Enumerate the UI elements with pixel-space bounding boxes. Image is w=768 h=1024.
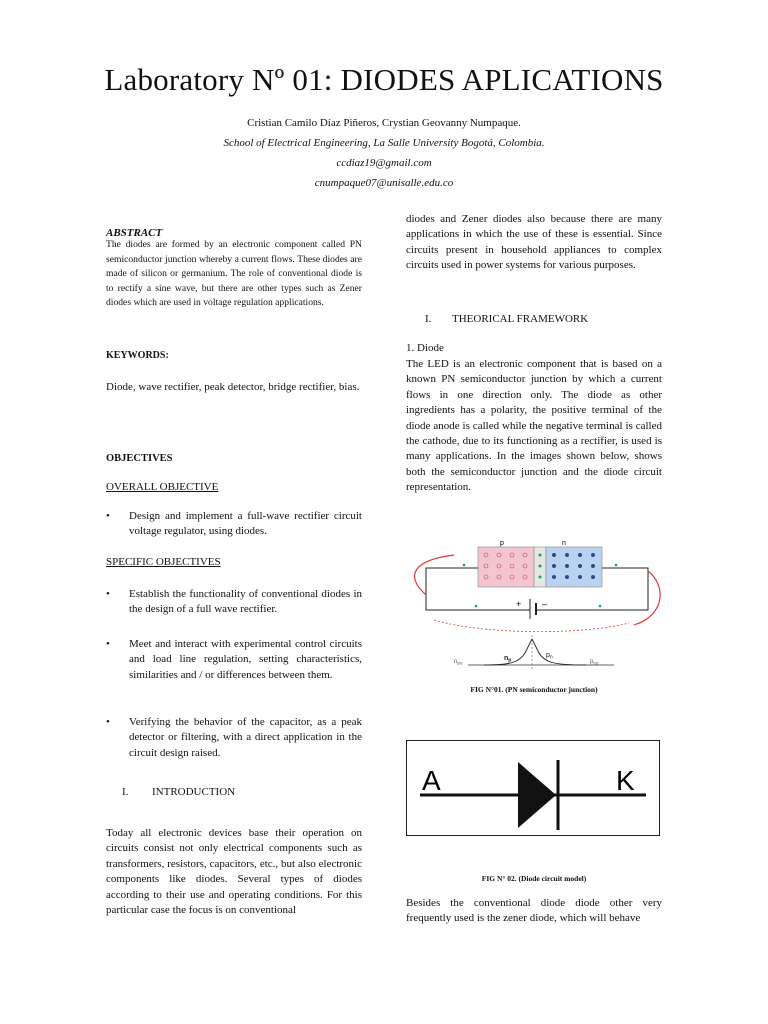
bullet-icon: •	[106, 510, 110, 522]
anode-label: A	[422, 765, 441, 796]
figure-2-caption: FIG N° 02. (Diode circuit model)	[481, 874, 587, 883]
keywords-heading: KEYWORDS:	[106, 350, 169, 361]
battery-minus: –	[542, 599, 548, 609]
current-arrow-bottom	[434, 620, 629, 632]
diode-symbol-figure	[406, 740, 660, 836]
graph-label: $n_p$	[504, 655, 512, 664]
objective-text: Verifying the behavior of the capacitor, as a peak detector or filtering, with a direct application in the circuit design raised.	[129, 716, 362, 759]
email-2: cnumpaque07@unisalle.edu.co	[314, 177, 454, 189]
graph-label: $n_{po}$	[454, 659, 463, 666]
section-number: I.	[122, 786, 129, 798]
p-label: p	[500, 540, 504, 547]
overall-objective-heading: OVERALL OBJECTIVE	[106, 481, 219, 493]
graph-label: $p_n$	[546, 652, 553, 661]
n-label: n	[562, 540, 566, 547]
bullet-icon: •	[106, 638, 110, 650]
objectives-heading: OBJECTIVES	[106, 453, 173, 464]
graph-label: $p_{no}$	[590, 659, 599, 666]
bullet-icon: •	[106, 716, 110, 728]
objective-text: Establish the functionality of conventional diodes in the design of a full wave rectifier.	[129, 588, 362, 616]
abstract-text: The diodes are formed by an electronic component called PN semiconductor junction whereby a current flows. These diodes are made of silicon or germanium. The role of conventional diode is to rectify a sine wave, but there are other types such as Zener diodes which are used in voltage regulation applications.	[106, 239, 362, 309]
section-number: I.	[425, 313, 432, 325]
diode-subheading: 1. Diode	[406, 342, 444, 354]
page-title: Laboratory Nº 01: DIODES APLICATIONS	[104, 62, 664, 97]
pn-junction-figure	[404, 535, 668, 685]
graph-curve-right	[532, 639, 586, 665]
battery-plus: +	[516, 599, 522, 609]
objective-text: Meet and interact with experimental control circuits and load line regulation, setting characteristics, similarities and / or differences between them.	[129, 638, 362, 681]
current-arrow-right	[634, 571, 660, 625]
section-title: THEORICAL FRAMEWORK	[452, 313, 589, 325]
keywords-text: Diode, wave rectifier, peak detector, bridge rectifier, bias.	[106, 381, 360, 393]
bullet-icon: •	[106, 588, 110, 600]
current-arrow-left	[415, 555, 454, 595]
specific-objectives-heading: SPECIFIC OBJECTIVES	[106, 556, 221, 568]
figure-1-caption: FIG N°01. (PN semiconductor junction)	[470, 685, 598, 694]
continuation-text: diodes and Zener diodes also because there are many applications in which the use of these is essential. Since circuits present in household appliances to complex circuits used in power systems for various purposes.	[406, 213, 662, 272]
besides-text: Besides the conventional diode diode other very frequently used is the zener diode, which will behave	[406, 897, 662, 925]
section-title: INTRODUCTION	[152, 786, 236, 798]
cathode-label: K	[616, 765, 635, 796]
affiliation: School of Electrical Engineering, La Salle University Bogotá, Colombia.	[223, 137, 545, 149]
abstract-heading: ABSTRACT	[106, 227, 163, 239]
diode-text: The LED is an electronic component that is based on a known PN semiconductor junction by which a current flows in one direction only. The diode as other ingredients has a polarity, the positive terminal of the diode anode is called while the negative terminal is called the cathode, due to its functioning as a rectifier, is used is many applications. In the images shown below, shows both the semiconductor junction and the diode circuit representation.	[406, 358, 662, 494]
objective-text: Design and implement a full-wave rectifier circuit voltage regulator, using diodes.	[129, 510, 362, 538]
email-1: ccdiaz19@gmail.com	[336, 157, 432, 169]
introduction-text: Today all electronic devices base their operation on circuits consist not only electrical components such as transformers, resistors, capacitors, etc., but also electronic components like diodes. Several types of diodes according to their use and operating conditions. For this particular case the focus is on conventional	[106, 827, 362, 917]
authors: Cristian Camilo Díaz Piñeros, Crystian Geovanny Numpaque.	[247, 117, 521, 129]
